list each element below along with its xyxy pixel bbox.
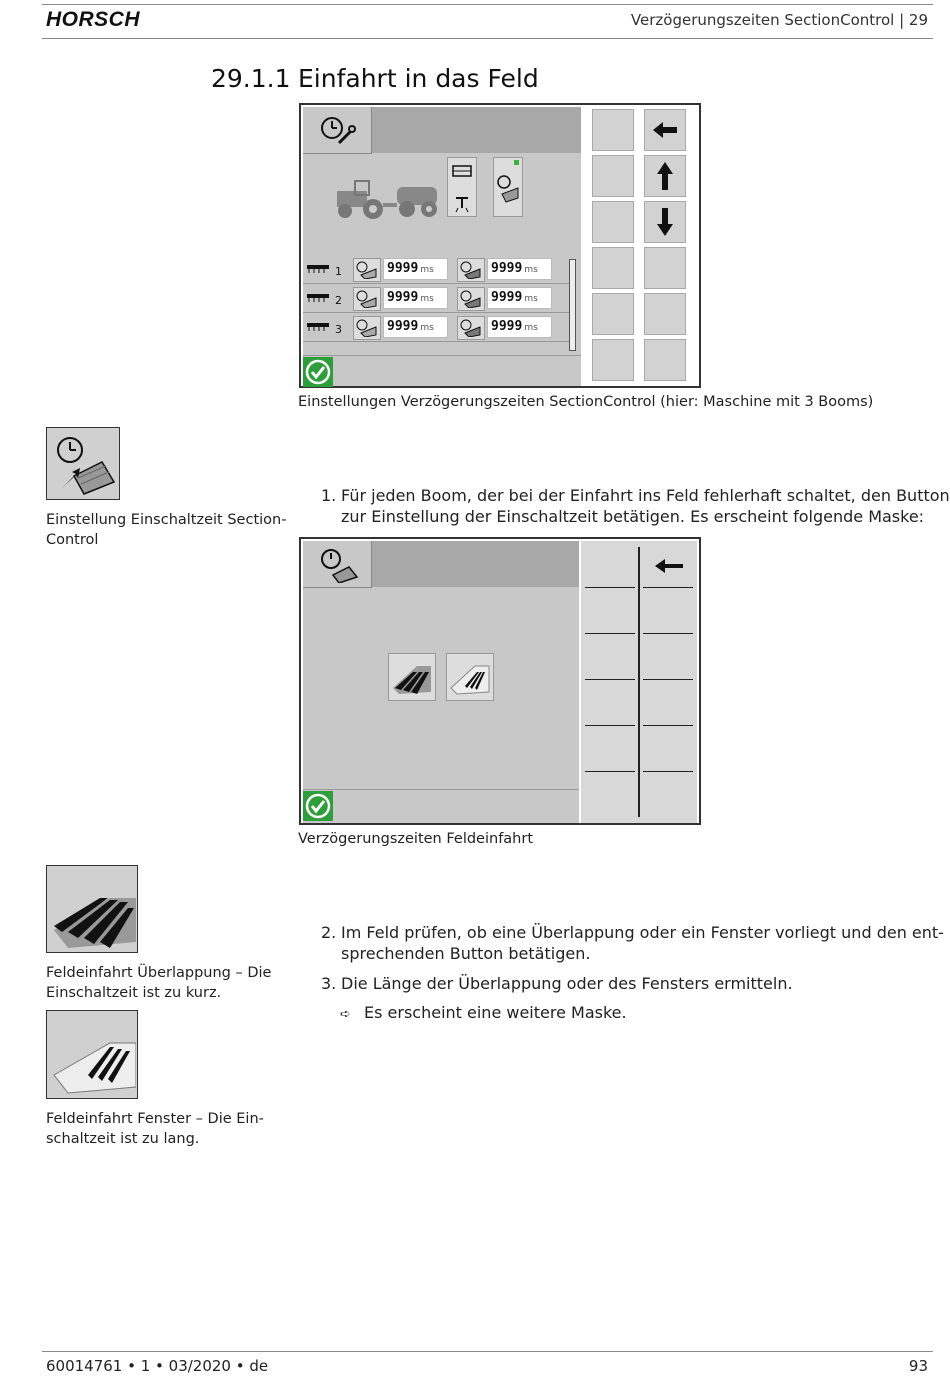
boom-number: 2	[335, 294, 342, 307]
figure-caption-2: Verzögerungszeiten Feldeinfahrt	[298, 831, 534, 847]
boom-number: 1	[335, 265, 342, 278]
boom-icon	[307, 265, 329, 273]
softkey-9[interactable]	[592, 293, 634, 335]
status-led	[514, 160, 519, 165]
title-bar	[372, 107, 581, 153]
off-delay-button[interactable]	[457, 287, 485, 311]
off-delay-field[interactable]: 9999 ms	[487, 316, 552, 338]
overlap-icon	[48, 868, 136, 952]
on-delay-field[interactable]: 9999 ms	[383, 287, 448, 309]
table-row	[303, 255, 573, 284]
side-label-3: Feldeinfahrt Fenster – Die Ein- schaltzeit ist zu lang.	[46, 1111, 264, 1147]
header-top-rule	[42, 4, 933, 5]
softkey-12[interactable]	[644, 339, 686, 381]
window-button[interactable]	[446, 653, 494, 701]
figure-caption-1: Einstellungen Verzögerungszeiten SectionControl (hier: Maschine mit 3 Booms)	[298, 394, 874, 410]
step-number: 2.	[321, 923, 337, 942]
overlap-side-button	[46, 865, 138, 953]
seeder-icon	[450, 160, 474, 214]
window-icon	[447, 654, 491, 698]
softkey-panel	[581, 541, 697, 823]
ok-check-icon[interactable]	[303, 357, 333, 387]
clock-field-icon	[319, 547, 359, 583]
overlap-icon	[389, 654, 433, 698]
clock-field-icon	[48, 430, 118, 498]
arrow-up-icon	[645, 156, 685, 196]
result-text: Es erscheint eine weitere Maske.	[364, 1003, 627, 1022]
page-number: 93	[908, 1357, 928, 1375]
clock-field-off-icon	[460, 261, 482, 279]
section-icon-button[interactable]	[447, 157, 477, 217]
delay-icon-button[interactable]	[493, 157, 523, 217]
clock-field-off-icon	[460, 290, 482, 308]
side-label-1: Einstellung Einschaltzeit Section- Control	[46, 512, 287, 548]
result-arrow-icon: ➪	[340, 1007, 351, 1022]
on-delay-button[interactable]	[353, 287, 381, 311]
brand-logo: HORSCH	[46, 8, 141, 31]
boom-icon	[307, 294, 329, 302]
scroll-up-button[interactable]	[644, 155, 686, 197]
softkey-5[interactable]	[592, 201, 634, 243]
scrollbar[interactable]	[569, 259, 576, 351]
screen-field-entry	[299, 537, 701, 825]
softkey-7[interactable]	[592, 247, 634, 289]
softkey-3[interactable]	[592, 155, 634, 197]
on-delay-button[interactable]	[353, 316, 381, 340]
softkey-8[interactable]	[644, 247, 686, 289]
on-delay-field[interactable]: 9999 ms	[383, 258, 448, 280]
softkey-1[interactable]	[592, 109, 634, 151]
section-title: Einfahrt in das Feld	[298, 64, 539, 93]
off-delay-field[interactable]: 9999 ms	[487, 287, 552, 309]
boom-list	[303, 255, 581, 351]
on-delay-field[interactable]: 9999 ms	[383, 316, 448, 338]
arrow-left-icon	[643, 547, 693, 585]
arrow-left-icon	[645, 110, 685, 150]
table-row	[303, 284, 573, 313]
softkey-10[interactable]	[644, 293, 686, 335]
clock-field-icon	[356, 319, 378, 337]
step-text: Für jeden Boom, der bei der Einfahrt ins Feld fehlerhaft schaltet, den Button zur Einstellung der Einschaltzeit betätigen. Es erscheint folgende Maske:	[341, 486, 950, 526]
window-side-button	[46, 1010, 138, 1099]
on-delay-side-button	[46, 427, 120, 500]
scroll-down-button[interactable]	[644, 201, 686, 243]
result-line	[340, 1002, 627, 1025]
table-row	[303, 313, 573, 342]
clock-wrench-icon	[319, 115, 359, 149]
step-number: 1.	[321, 486, 337, 505]
off-delay-field[interactable]: 9999 ms	[487, 258, 552, 280]
off-delay-button[interactable]	[457, 316, 485, 340]
header-title: Verzögerungszeiten SectionControl | 29	[630, 11, 928, 29]
settings-tab[interactable]	[303, 541, 372, 588]
step-number: 3.	[321, 974, 337, 993]
screen-delay-settings	[299, 103, 701, 388]
softkey-11[interactable]	[592, 339, 634, 381]
settings-tab[interactable]	[303, 107, 372, 154]
boom-number: 3	[335, 323, 342, 336]
clock-field-icon	[496, 174, 520, 204]
side-label-2: Feldeinfahrt Überlappung – Die Einschaltzeit ist zu kurz.	[46, 965, 272, 1001]
clock-field-icon	[356, 290, 378, 308]
header-bottom-rule	[42, 38, 933, 39]
footer-doc-id: 60014761 • 1 • 03/2020 • de	[46, 1357, 269, 1375]
arrow-down-icon	[645, 202, 685, 242]
section-number: 29.1.1	[211, 64, 291, 93]
on-delay-button[interactable]	[353, 258, 381, 282]
boom-icon	[307, 323, 329, 331]
overlap-button[interactable]	[388, 653, 436, 701]
step-text: Die Länge der Überlappung oder des Fensters ermitteln.	[341, 974, 793, 993]
footer-rule	[42, 1351, 933, 1352]
tractor-machine-icon	[329, 177, 449, 227]
clock-field-off-icon	[460, 319, 482, 337]
ok-check-icon[interactable]	[303, 791, 333, 821]
clock-field-icon	[356, 261, 378, 279]
title-bar	[372, 541, 579, 587]
window-icon	[48, 1013, 136, 1097]
back-button[interactable]	[644, 109, 686, 151]
back-button[interactable]	[643, 547, 693, 585]
off-delay-button[interactable]	[457, 258, 485, 282]
step-text: Im Feld prüfen, ob eine Überlappung oder ein Fenster vorliegt und den ent- sprechenden Button betätigen.	[341, 923, 944, 963]
